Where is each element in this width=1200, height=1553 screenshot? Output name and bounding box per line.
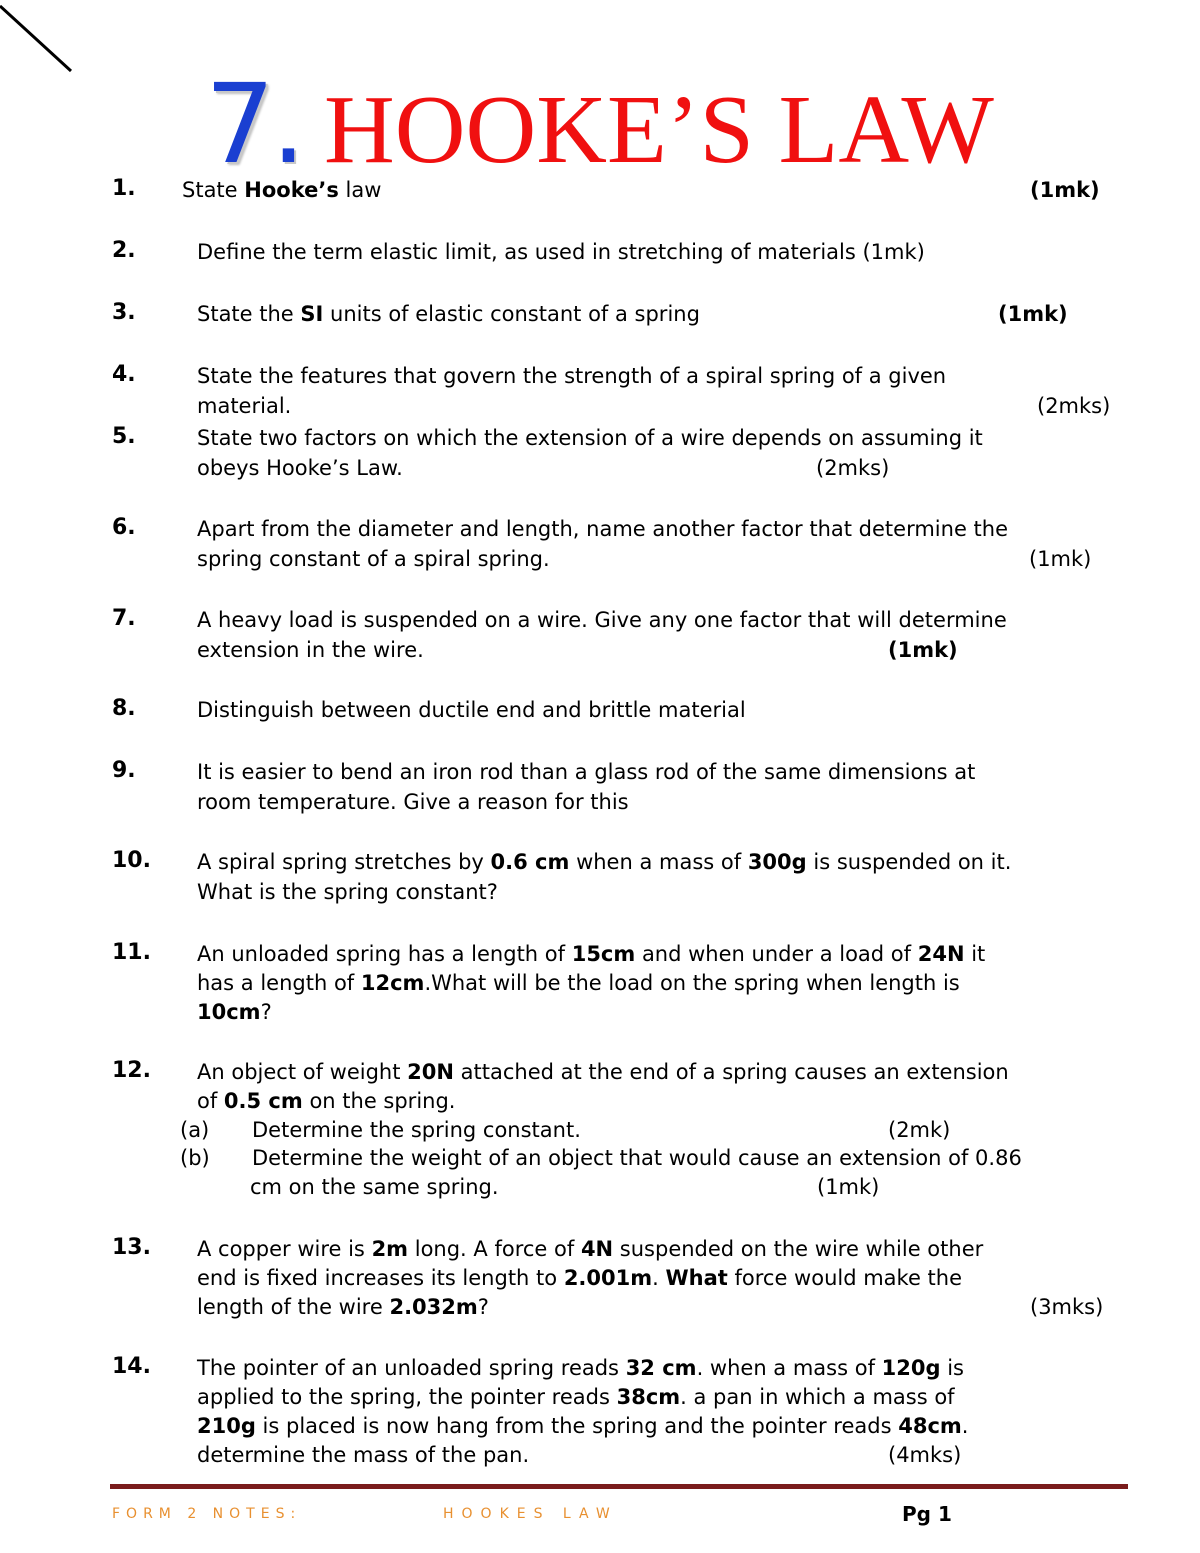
part-b-label: (b) bbox=[180, 1146, 210, 1170]
question-number: 5. bbox=[112, 424, 136, 449]
question-number: 1. bbox=[112, 176, 136, 201]
question-text: The pointer of an unloaded spring reads 32 cm. when a mass of 120g is bbox=[197, 1356, 964, 1380]
question-text-3: 10cm? bbox=[197, 1000, 272, 1024]
question-number: 12. bbox=[112, 1058, 151, 1083]
question-number: 2. bbox=[112, 238, 136, 263]
question-text-2: extension in the wire. bbox=[197, 638, 424, 662]
corner-slash-mark bbox=[0, 0, 80, 80]
question-text: A copper wire is 2m long. A force of 4N suspended on the wire while other bbox=[197, 1237, 984, 1261]
question-text: A heavy load is suspended on a wire. Give any one factor that will determine bbox=[197, 608, 1007, 632]
question-text-2: of 0.5 cm on the spring. bbox=[197, 1089, 456, 1113]
marks: (1mk) bbox=[998, 302, 1068, 326]
part-a-marks: (2mk) bbox=[888, 1118, 951, 1142]
question-text: A spiral spring stretches by 0.6 cm when a mass of 300g is suspended on it. bbox=[197, 850, 1012, 874]
question-number: 7. bbox=[112, 606, 136, 631]
question-text: State Hooke’s law bbox=[182, 178, 382, 202]
question-text: State two factors on which the extension of a wire depends on assuming it bbox=[197, 426, 983, 450]
question-text: Apart from the diameter and length, name another factor that determine the bbox=[197, 517, 1009, 541]
marks: (4mks) bbox=[888, 1443, 962, 1467]
question-number: 3. bbox=[112, 300, 136, 325]
question-text: It is easier to bend an iron rod than a glass rod of the same dimensions at bbox=[197, 760, 976, 784]
footer-topic-text: HOOKES LAW bbox=[443, 1506, 618, 1522]
part-a-label: (a) bbox=[180, 1118, 210, 1142]
part-b-text-2: cm on the same spring. bbox=[250, 1175, 499, 1199]
question-text-3: length of the wire 2.032m? bbox=[197, 1295, 489, 1319]
question-text-2: has a length of 12cm.What will be the load on the spring when length is bbox=[197, 971, 960, 995]
marks: (3mks) bbox=[1030, 1295, 1104, 1319]
footer-left-text: FORM 2 NOTES: bbox=[112, 1506, 302, 1522]
question-number: 14. bbox=[112, 1354, 151, 1379]
title-text: HOOKE’S LAW bbox=[323, 76, 994, 184]
question-text-2: room temperature. Give a reason for this bbox=[197, 790, 629, 814]
question-number: 13. bbox=[112, 1235, 151, 1260]
title-number: 7 bbox=[205, 60, 271, 188]
question-number: 8. bbox=[112, 696, 136, 721]
marks: (1mk) bbox=[888, 638, 958, 662]
question-text-4: determine the mass of the pan. bbox=[197, 1443, 530, 1467]
question-number: 9. bbox=[112, 758, 136, 783]
question-text-2: applied to the spring, the pointer reads 38cm. a pan in which a mass of bbox=[197, 1385, 955, 1409]
part-b-marks: (1mk) bbox=[817, 1175, 880, 1199]
question-text-2: spring constant of a spiral spring. bbox=[197, 547, 550, 571]
page-title bbox=[205, 60, 994, 188]
question-text-3: 210g is placed is now hang from the spring and the pointer reads 48cm. bbox=[197, 1414, 969, 1438]
question-text-2: obeys Hooke’s Law. bbox=[197, 456, 403, 480]
question-text: Define the term elastic limit, as used in stretching of materials (1mk) bbox=[197, 240, 925, 264]
marks: (2mks) bbox=[816, 456, 890, 480]
question-text: Distinguish between ductile end and brittle material bbox=[197, 698, 746, 722]
marks: (1mk) bbox=[1030, 178, 1100, 202]
question-number: 4. bbox=[112, 362, 136, 387]
question-text-2: What is the spring constant? bbox=[197, 880, 498, 904]
page-number: Pg 1 bbox=[902, 1502, 952, 1526]
title-dot: . bbox=[271, 60, 306, 188]
question-text: An object of weight 20N attached at the end of a spring causes an extension bbox=[197, 1060, 1009, 1084]
part-b-text: Determine the weight of an object that would cause an extension of 0.86 bbox=[252, 1146, 1022, 1170]
marks: (1mk) bbox=[1029, 547, 1092, 571]
question-number: 6. bbox=[112, 515, 136, 540]
question-number: 11. bbox=[112, 940, 151, 965]
footer-divider bbox=[110, 1484, 1128, 1489]
question-text: An unloaded spring has a length of 15cm and when under a load of 24N it bbox=[197, 942, 986, 966]
marks: (2mks) bbox=[1037, 394, 1111, 418]
question-number: 10. bbox=[112, 848, 151, 873]
question-text-2: material. bbox=[197, 394, 292, 418]
question-text: State the features that govern the strength of a spiral spring of a given bbox=[197, 364, 947, 388]
question-text-2: end is fixed increases its length to 2.001m. What force would make the bbox=[197, 1266, 963, 1290]
part-a-text: Determine the spring constant. bbox=[252, 1118, 581, 1142]
question-text: State the SI units of elastic constant of a spring bbox=[197, 302, 700, 326]
